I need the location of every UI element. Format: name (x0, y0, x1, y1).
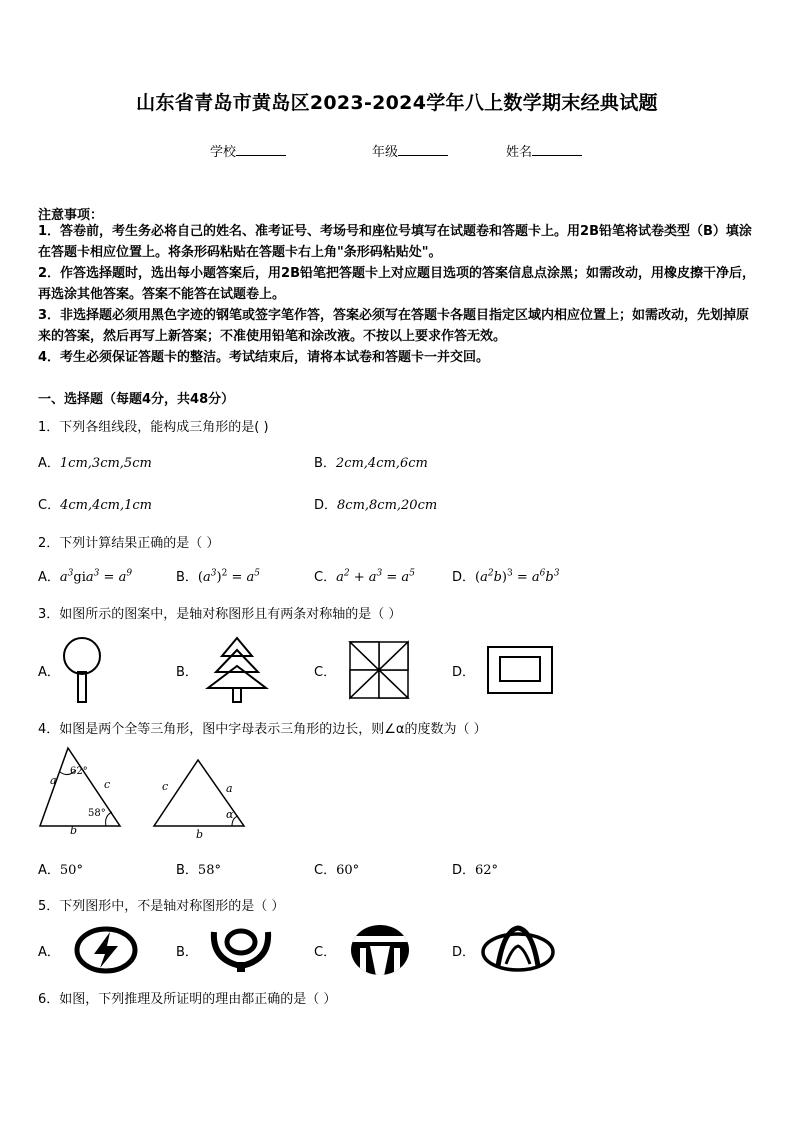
q1-option-d: D．8cm,8cm,20cm (314, 498, 438, 513)
notes-heading: 注意事项： (38, 208, 104, 223)
fig1-angle-right: 58° (88, 808, 106, 819)
fig2-label-b: b (196, 828, 204, 841)
fig1-angle-top: 62° (70, 766, 88, 777)
q4-option-d: D．62° (452, 863, 499, 878)
fan-figure (62, 636, 102, 704)
q2-option-b: B．$(a^3)^2 = a^5$ (176, 568, 260, 585)
page-title: 山东省青岛市黄岛区2023-2024学年八上数学期末经典试题 (136, 92, 658, 114)
q2-option-a: A．$a^3gia^3 = a^9$ (38, 568, 133, 585)
disc-logo-icon (350, 924, 410, 976)
school-label: 学校 (210, 145, 237, 160)
question-stem: 2．下列计算结果正确的是（ ） (38, 536, 220, 551)
tree-figure (206, 636, 268, 704)
q5-label-d: D． (452, 945, 476, 960)
fig2-label-alpha: α (226, 808, 234, 821)
grade-field (372, 141, 448, 160)
q1-option-a: A．1cm,3cm,5cm (38, 456, 152, 471)
note-item: 2．作答选择题时，选出每小题答案后，用2B铅笔把答题卡上对应题目选项的答案信息点涂黑；如需改动，用橡皮擦干净后，再选涂其他答案。答案不能答在试题卷上。 (38, 266, 756, 302)
pinwheel-figure (348, 640, 410, 700)
question-stem: 1．下列各组线段，能构成三角形的是( ) (38, 420, 269, 435)
fig2-label-a: a (226, 782, 233, 795)
emblem-logo-icon (208, 924, 274, 974)
q3-label-d: D． (452, 665, 476, 680)
name-field (506, 141, 582, 160)
fig1-label-a: a (50, 774, 57, 787)
note-item: 3．非选择题必须用黑色字迹的钢笔或签字笔作答，答案必须写在答题卡各题目指定区域内相应位置上；如需改动，先划掉原来的答案，然后再写上新答案；不准使用铅笔和涂改液。不按以上要求作答无效。 (38, 308, 750, 344)
fig2-label-c: c (162, 780, 169, 793)
q5-label-a: A． (38, 945, 60, 960)
q5-label-c: C． (314, 945, 337, 960)
section-heading: 一、选择题（每题4分，共48分） (38, 392, 235, 407)
triangle-figure-1 (38, 746, 128, 838)
q4-option-a: A．50° (38, 863, 83, 878)
note-item: 1．答卷前，考生务必将自己的姓名、准考证号、考场号和座位号填写在试题卷和答题卡上。用2B铅笔将试卷类型（B）填涂在答题卡相应位置上。将条形码粘贴在答题卡右上角"条形码粘贴处"。 (38, 224, 752, 260)
q2-option-c: C．$a^2 + a^3 = a^5$ (314, 568, 415, 585)
q3-label-b: B． (176, 665, 198, 680)
grade-blank (398, 143, 448, 156)
q4-option-b: B．58° (176, 863, 221, 878)
q2-option-d: D．$(a^2b)^3 = a^6b^3$ (452, 568, 560, 585)
grade-label: 年级 (372, 145, 399, 160)
lightning-logo-icon (74, 926, 138, 974)
q4-option-c: C．60° (314, 863, 360, 878)
q3-label-a: A． (38, 665, 60, 680)
note-item: 4．考生必须保证答题卡的整洁。考试结束后，请将本试卷和答题卡一并交回。 (38, 350, 490, 365)
triangle-figure-2 (152, 758, 252, 830)
question-stem: 5．下列图形中，不是轴对称图形的是（ ） (38, 899, 285, 914)
question-stem: 4．如图是两个全等三角形，图中字母表示三角形的边长，则∠α的度数为（ ） (38, 722, 487, 737)
school-field (210, 141, 286, 160)
arch-logo-icon (480, 924, 556, 974)
question-stem: 6．如图，下列推理及所证明的理由都正确的是（ ） (38, 992, 337, 1007)
q5-label-b: B． (176, 945, 198, 960)
q1-option-b: B．2cm,4cm,6cm (314, 456, 428, 471)
question-stem: 3．如图所示的图案中，是轴对称图形且有两条对称轴的是（ ） (38, 607, 402, 622)
fig1-label-b: b (70, 824, 78, 837)
q3-label-c: C． (314, 665, 337, 680)
q1-option-c: C．4cm,4cm,1cm (38, 498, 152, 513)
school-blank (236, 143, 286, 156)
frame-figure (486, 645, 554, 695)
name-blank (532, 143, 582, 156)
fig1-label-c: c (104, 778, 111, 791)
name-label: 姓名 (506, 145, 533, 160)
